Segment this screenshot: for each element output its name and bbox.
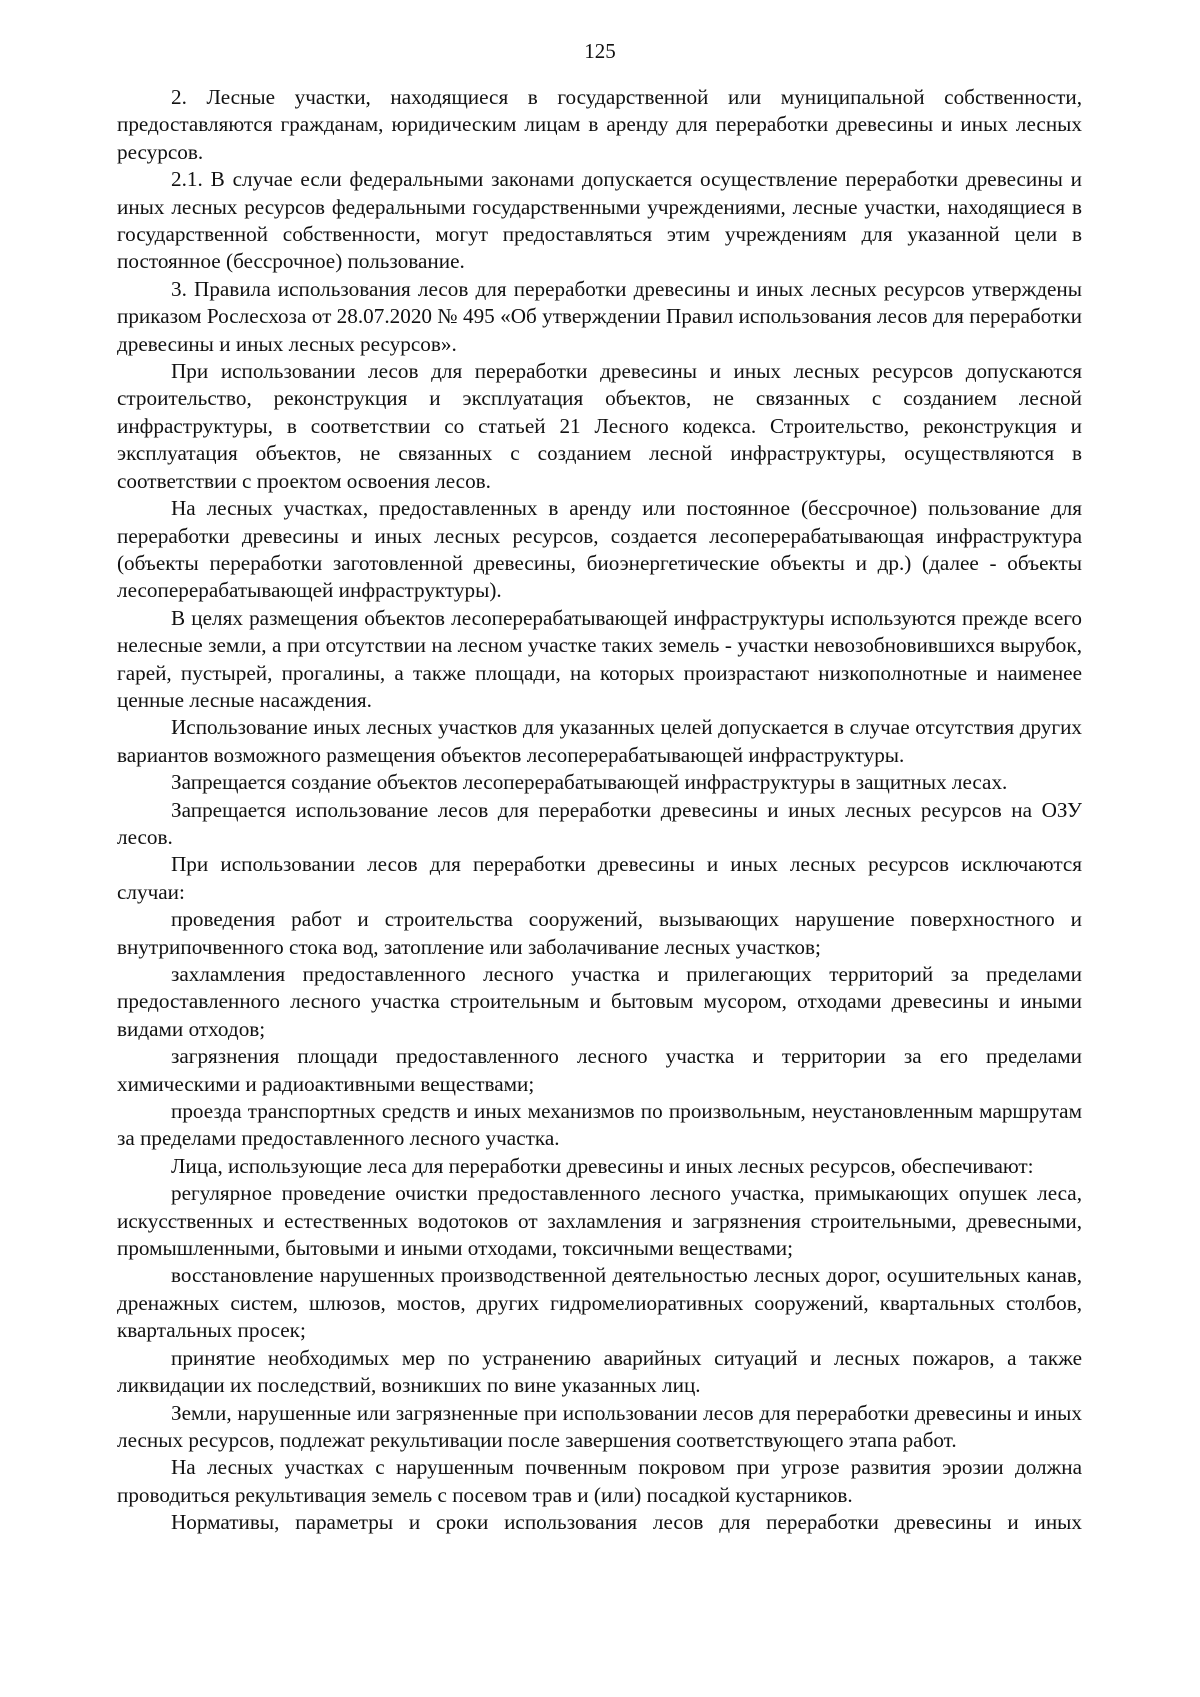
paragraph: захламления предоставленного лесного участка и прилегающих территорий за пределами предоставленного лесного участка строительным и бытовым мусором, отходами древесины и иными видами отходов; xyxy=(117,962,1082,1041)
paragraph: В целях размещения объектов лесоперерабатывающей инфраструктуры используются прежде всего нелесные земли, а при отсутствии на лесном участке таких земель - участки невозобновившихся вырубок, гарей, пустырей, прогалины, а также площади, на которых произрастают низкополнотные и наименее ценные лесные насаждения. xyxy=(117,605,1082,712)
paragraph: Лица, использующие леса для переработки древесины и иных лесных ресурсов, обеспечивают: xyxy=(171,1153,1034,1178)
paragraph: Нормативы, параметры и сроки использования лесов для переработки древесины и иных xyxy=(171,1510,1082,1535)
paragraph: На лесных участках с нарушенным почвенным покровом при угрозе развития эрозии должна проводиться рекультивация земель с посевом трав и (или) посадкой кустарников. xyxy=(117,1455,1082,1507)
paragraph: При использовании лесов для переработки древесины и иных лесных ресурсов исключаются случаи: xyxy=(117,852,1082,904)
paragraph: Земли, нарушенные или загрязненные при использовании лесов для переработки древесины и иных лесных ресурсов, подлежат рекультивации после завершения соответствующего этапа работ. xyxy=(117,1400,1082,1452)
paragraph: принятие необходимых мер по устранению аварийных ситуаций и лесных пожаров, а также ликвидации их последствий, возникших по вине указанных лиц. xyxy=(117,1345,1082,1398)
paragraph: Запрещается использование лесов для переработки древесины и иных лесных ресурсов на ОЗУ лесов. xyxy=(117,797,1082,849)
paragraph: 3. Правила использования лесов для переработки древесины и иных лесных ресурсов утверждены приказом Рослесхоза от 28.07.2020 № 495 «Об утверждении Правил использования лесов для переработки древесины и иных лесных ресурсов». xyxy=(117,276,1082,356)
paragraph: восстановление нарушенных производственной деятельностью лесных дорог, осушительных канав, дренажных систем, шлюзов, мостов, других гидромелиоративных сооружений, квартальных столбов, квартальных просек; xyxy=(117,1263,1082,1343)
page-number: 125 xyxy=(584,39,616,63)
paragraph: загрязнения площади предоставленного лесного участка и территории за его пределами химическими и радиоактивными веществами; xyxy=(117,1044,1082,1096)
paragraph: проезда транспортных средств и иных механизмов по произвольным, неустановленным маршрутам за пределами предоставленного лесного участка. xyxy=(117,1099,1082,1151)
paragraph: регулярное проведение очистки предоставленного лесного участка, примыкающих опушек леса, искусственных и естественных водотоков от захламления и загрязнения строительными, древесными, промышленными, бытовыми и иными отходами, токсичными веществами; xyxy=(117,1181,1082,1261)
paragraph: 2. Лесные участки, находящиеся в государственной или муниципальной собственности, предоставляются гражданам, юридическим лицам в аренду для переработки древесины и иных лесных ресурсов. xyxy=(117,85,1082,164)
paragraph: На лесных участках, предоставленных в аренду или постоянное (бессрочное) пользование для переработки древесины и иных лесных ресурсов, создается лесоперерабатывающая инфраструктура (объекты переработки заготовленной древесины, биоэнергетические объекты и др.) (далее - объекты лесоперерабатывающей инфраструктуры). xyxy=(117,496,1082,603)
paragraph: проведения работ и строительства сооружений, вызывающих нарушение поверхностного и внутрипочвенного стока вод, затопление или заболачивание лесных участков; xyxy=(117,907,1082,959)
paragraph: При использовании лесов для переработки древесины и иных лесных ресурсов допускаются строительство, реконструкция и эксплуатация объектов, не связанных с созданием лесной инфраструктуры, в соответствии со статьей 21 Лесного кодекса. Строительство, реконструкция и эксплуатация объектов, не связанных с созданием лесной инфраструктуры, осуществляются в соответствии с проектом освоения лесов. xyxy=(117,359,1082,493)
paragraph: Использование иных лесных участков для указанных целей допускается в случае отсутствия других вариантов возможного размещения объектов лесоперерабатывающей инфраструктуры. xyxy=(117,715,1082,767)
paragraph: 2.1. В случае если федеральными законами допускается осуществление переработки древесины и иных лесных ресурсов федеральными государственными учреждениями, лесные участки, находящиеся в государственной собственности, могут предоставляться этим учреждениям для указанной цели в постоянное (бессрочное) пользование. xyxy=(117,167,1082,274)
paragraph: Запрещается создание объектов лесоперерабатывающей инфраструктуры в защитных лесах. xyxy=(171,770,1008,795)
document-body xyxy=(117,84,1082,1537)
